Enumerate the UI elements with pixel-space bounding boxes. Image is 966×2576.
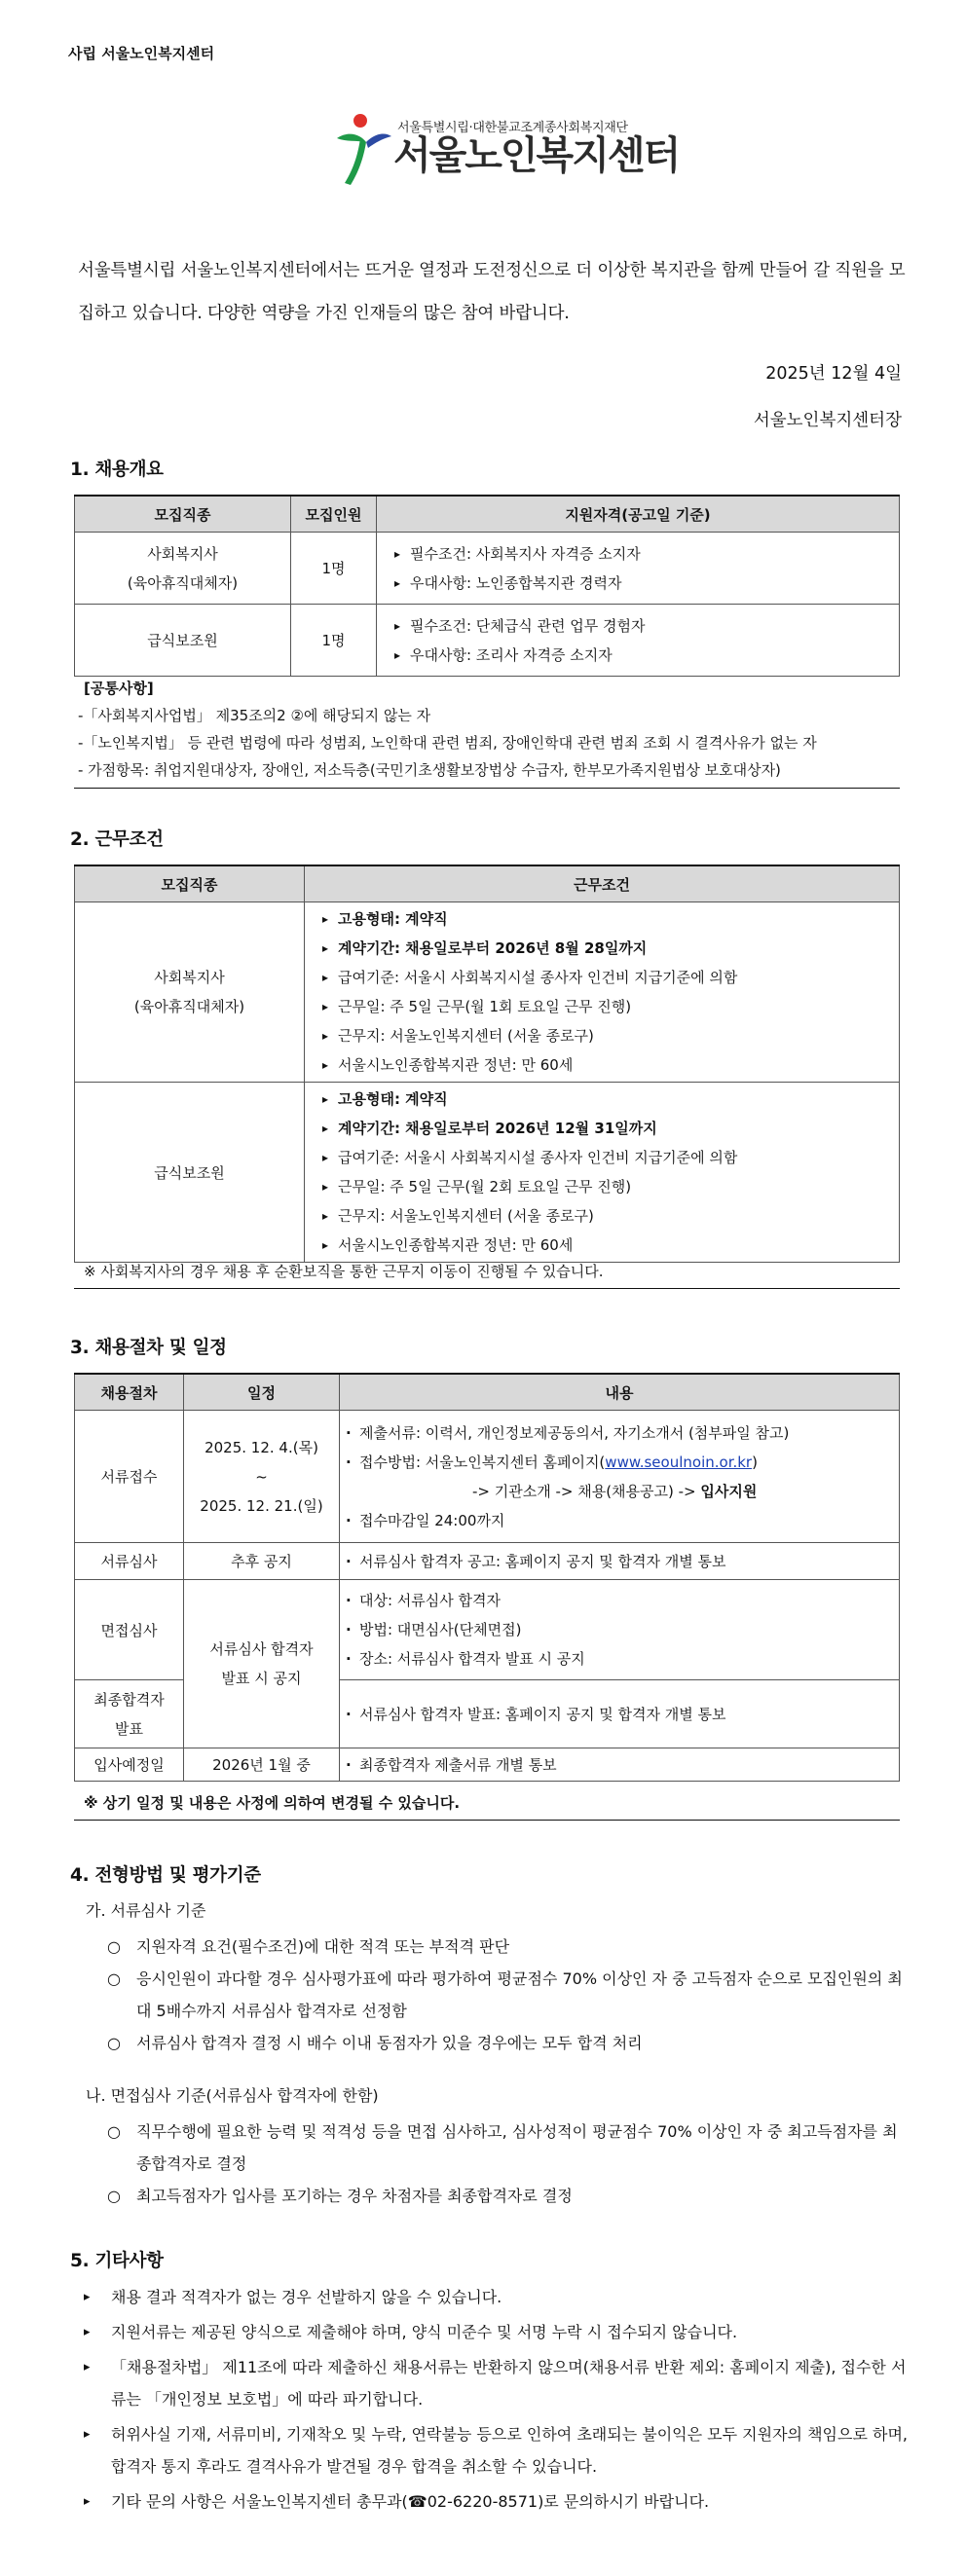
homepage-link[interactable]: www.seoulnoin.or.kr: [605, 1453, 753, 1471]
document-screening-title: 가. 서류심사 기준: [86, 1901, 206, 1920]
list-item: · 서류심사 합격자 공고: 홈페이지 공지 및 합격자 개별 통보: [346, 1547, 899, 1576]
common-line: -「사회복지사업법」 제35조의2 ②에 해당되지 않는 자: [78, 707, 431, 724]
list-item: ▸ 고용형태: 계약직: [322, 904, 899, 934]
job-cell: 급식보조원: [75, 605, 291, 677]
job-cell: [75, 902, 305, 1083]
common-title: [공통사항]: [84, 680, 154, 697]
interview-screening-title: 나. 면접심사 기준(서류심사 합격자에 한함): [86, 2086, 379, 2105]
job-title: 사회복지사: [147, 544, 218, 563]
logo-subtitle: 서울특별시립·대한불교조계종사회복지재단: [397, 121, 628, 135]
list-item: ▸ 급여기준: 서울시 사회복지시설 종사자 인건비 지급기준에 의함: [322, 963, 899, 992]
list-item: ▸ 근무지: 서울노인복지센터 (서울 종로구): [322, 1201, 899, 1231]
notice-signer: 서울노인복지센터장: [753, 411, 902, 430]
table-row: [75, 605, 900, 677]
common-line: -「노인복지법」 등 관련 법령에 따라 성범죄, 노인학대 관련 범죄, 장애인학대 관련 범죄 조회 시 결격사유가 없는 자: [78, 734, 817, 752]
working-conditions-table: [74, 865, 900, 1263]
schedule-line: 발표 시 공지: [221, 1670, 302, 1687]
content-cell: [340, 1580, 900, 1680]
list-item: ▸ 필수조건: 사회복지사 자격증 소지자: [394, 539, 899, 569]
list-item: · 접수방법: 서울노인복지센터 홈페이지(www.seoulnoin.or.kr): [346, 1448, 899, 1477]
content-cell: [340, 1543, 900, 1580]
list-item: ○ 최고득점자가 입사를 포기하는 경우 차점자를 최종합격자로 결정: [107, 2180, 906, 2212]
step-cell: 서류접수: [75, 1411, 184, 1543]
job-title: 사회복지사: [154, 969, 225, 986]
table-row: [75, 1748, 900, 1782]
list-item: ▸ 우대사항: 노인종합복지관 경력자: [394, 569, 899, 598]
common-requirements: [74, 675, 900, 789]
table-header: 근무조건: [305, 865, 900, 902]
job-cell: 급식보조원: [75, 1083, 305, 1263]
recruitment-overview-table: [74, 495, 900, 677]
list-item: · 대상: 서류심사 합격자: [346, 1586, 899, 1615]
job-subtitle: (육아휴직대체자): [133, 998, 245, 1015]
table-row: [75, 1083, 900, 1263]
schedule-end: 2025. 12. 21.(일): [200, 1496, 323, 1515]
document-screening-list: [107, 1931, 906, 2059]
notice-date: 2025년 12월 4일: [765, 364, 902, 384]
step-cell: 면접심사: [75, 1580, 184, 1680]
count-cell: 1명: [291, 533, 377, 605]
list-item: ▸ 서울시노인종합복지관 정년: 만 60세: [322, 1231, 899, 1260]
step-cell: 입사예정일: [75, 1748, 184, 1782]
schedule-line: 서류심사 합격자: [209, 1640, 314, 1658]
content-cell: [340, 1411, 900, 1543]
list-item: · 서류심사 합격자 발표: 홈페이지 공지 및 합격자 개별 통보: [346, 1700, 899, 1729]
table-header: 모집직종: [75, 865, 305, 902]
list-item: ▸ 우대사항: 조리사 자격증 소지자: [394, 641, 899, 670]
content-cell: [340, 1680, 900, 1748]
recruitment-schedule-table: [74, 1373, 900, 1782]
list-item: ○ 지원자격 요건(필수조건)에 대한 적격 또는 부적격 판단: [107, 1931, 906, 1963]
section-3-note: ※ 상기 일정 및 내용은 사정에 의하여 변경될 수 있습니다.: [74, 1785, 900, 1821]
table-row: [75, 1543, 900, 1580]
list-item: ○ 서류심사 합격자 결정 시 배수 이내 동점자가 있을 경우에는 모두 합격 처리: [107, 2027, 906, 2059]
notice-date-block: [754, 350, 902, 444]
list-item: ▸ 근무일: 주 5일 근무(월 1회 토요일 근무 진행): [322, 992, 899, 1021]
schedule-tilde: ~: [255, 1467, 268, 1486]
quals-cell: [377, 605, 900, 677]
table-row: [75, 1411, 900, 1543]
schedule-cell: [184, 1580, 340, 1748]
list-item: ▸ 기타 문의 사항은 서울노인복지센터 총무과(☎02-6220-8571)로 문의하시기 바랍니다.: [84, 2485, 911, 2518]
quals-cell: [377, 533, 900, 605]
schedule-cell: [184, 1411, 340, 1543]
list-item: ▸ 급여기준: 서울시 사회복지시설 종사자 인건비 지급기준에 의함: [322, 1143, 899, 1172]
table-header: 모집인원: [291, 496, 377, 533]
schedule-start: 2025. 12. 4.(목): [204, 1438, 318, 1456]
table-row: [75, 1580, 900, 1680]
list-item: ▸ 지원서류는 제공된 양식으로 제출해야 하며, 양식 미준수 및 서명 누락 시 접수되지 않습니다.: [84, 2316, 911, 2348]
section-2-title: 2. 근무조건: [70, 829, 164, 850]
common-line: - 가점항목: 취업지원대상자, 장애인, 저소득층(국민기초생활보장법상 수급자, 한부모가족지원법상 보호대상자): [78, 761, 781, 779]
list-item: ▸ 채용 결과 적격자가 없는 경우 선발하지 않을 수 있습니다.: [84, 2281, 911, 2313]
list-item-continuation: -> 기관소개 -> 채용(채용공고) -> 입사지원: [472, 1482, 758, 1500]
list-item: ▸ 서울시노인종합복지관 정년: 만 60세: [322, 1050, 899, 1080]
table-header: 채용절차: [75, 1374, 184, 1411]
table-row: [75, 533, 900, 605]
job-cell: [75, 533, 291, 605]
step-line: 발표: [115, 1719, 143, 1738]
step-cell: 서류심사: [75, 1543, 184, 1580]
step-cell: [75, 1680, 184, 1748]
list-item: ▸ 필수조건: 단체급식 관련 업무 경험자: [394, 611, 899, 641]
list-item: ▸ 근무일: 주 5일 근무(월 2회 토요일 근무 진행): [322, 1172, 899, 1201]
section-5-title: 5. 기타사항: [70, 2251, 164, 2271]
schedule-cell: 2026년 1월 중: [184, 1748, 340, 1782]
list-item: ▸ 계약기간: 채용일로부터 2026년 8월 28일까지: [322, 934, 899, 963]
conditions-cell: [305, 1083, 900, 1263]
table-row: [75, 902, 900, 1083]
list-item: ▸ 계약기간: 채용일로부터 2026년 12월 31일까지: [322, 1114, 899, 1143]
content-cell: [340, 1748, 900, 1782]
section-3-title: 3. 채용절차 및 일정: [70, 1338, 227, 1358]
list-item: ▸ 고용형태: 계약직: [322, 1085, 899, 1114]
list-item: · 방법: 대면심사(단체면접): [346, 1615, 899, 1644]
schedule-cell: 추후 공지: [184, 1543, 340, 1580]
conditions-cell: [305, 902, 900, 1083]
list-item: · 접수마감일 24:00까지: [346, 1506, 899, 1535]
list-item: ▸ 허위사실 기재, 서류미비, 기재착오 및 누락, 연락불능 등으로 인하여 초래되는 불이익은 모두 지원자의 책임으로 하며, 합격자 통지 후라도 결격사유가 발견될 경우 합격을 취소할 수 있습니다.: [84, 2418, 911, 2483]
list-item: · 최종합격자 제출서류 개별 통보: [346, 1750, 899, 1780]
count-cell: 1명: [291, 605, 377, 677]
interview-screening-list: [107, 2116, 906, 2212]
table-header: 일정: [184, 1374, 340, 1411]
list-item: ▸ 근무지: 서울노인복지센터 (서울 종로구): [322, 1021, 899, 1050]
header-org: 사립 서울노인복지센터: [68, 45, 215, 62]
table-header: 내용: [340, 1374, 900, 1411]
section-4-title: 4. 전형방법 및 평가기준: [70, 1865, 261, 1886]
table-header: 지원자격(공고일 기준): [377, 496, 900, 533]
other-notes-list: [84, 2281, 911, 2521]
list-item: ▸ 「채용절차법」 제11조에 따라 제출하신 채용서류는 반환하지 않으며(채용서류 반환 제외: 홈페이지 제출), 접수한 서류는 「개인정보 보호법」에 따라 파기합니다.: [84, 2351, 911, 2415]
list-item: · 제출서류: 이력서, 개인정보제공동의서, 자기소개서 (첨부파일 참고): [346, 1418, 899, 1448]
section-1-title: 1. 채용개요: [70, 460, 164, 480]
list-item: ○ 응시인원이 과다할 경우 심사평가표에 따라 평가하여 평균점수 70% 이상인 자 중 고득점자 순으로 모집인원의 최대 5배수까지 서류심사 합격자로 선정함: [107, 1963, 906, 2027]
logo-name: 서울노인복지센터: [393, 133, 680, 178]
intro-paragraph: 서울특별시립 서울노인복지센터에서는 뜨거운 열정과 도전정신으로 더 이상한 복지관을 함께 만들어 갈 직원을 모집하고 있습니다. 다양한 역량을 가진 인재들의 많은 참여 바랍니다.: [78, 261, 906, 323]
job-subtitle: (육아휴직대체자): [127, 573, 239, 592]
logo-mark-icon: [331, 113, 393, 191]
section-2-note: ※ 사회복지사의 경우 채용 후 순환보직을 통한 근무지 이동이 진행될 수 있습니다.: [74, 1254, 900, 1289]
org-logo: [331, 76, 680, 191]
table-header: 모집직종: [75, 496, 291, 533]
list-item: ○ 직무수행에 필요한 능력 및 적격성 등을 면접 심사하고, 심사성적이 평균점수 70% 이상인 자 중 최고득점자를 최종합격자로 결정: [107, 2116, 906, 2180]
step-line: 최종합격자: [93, 1690, 165, 1709]
list-item: · 장소: 서류심사 합격자 발표 시 공지: [346, 1644, 899, 1674]
